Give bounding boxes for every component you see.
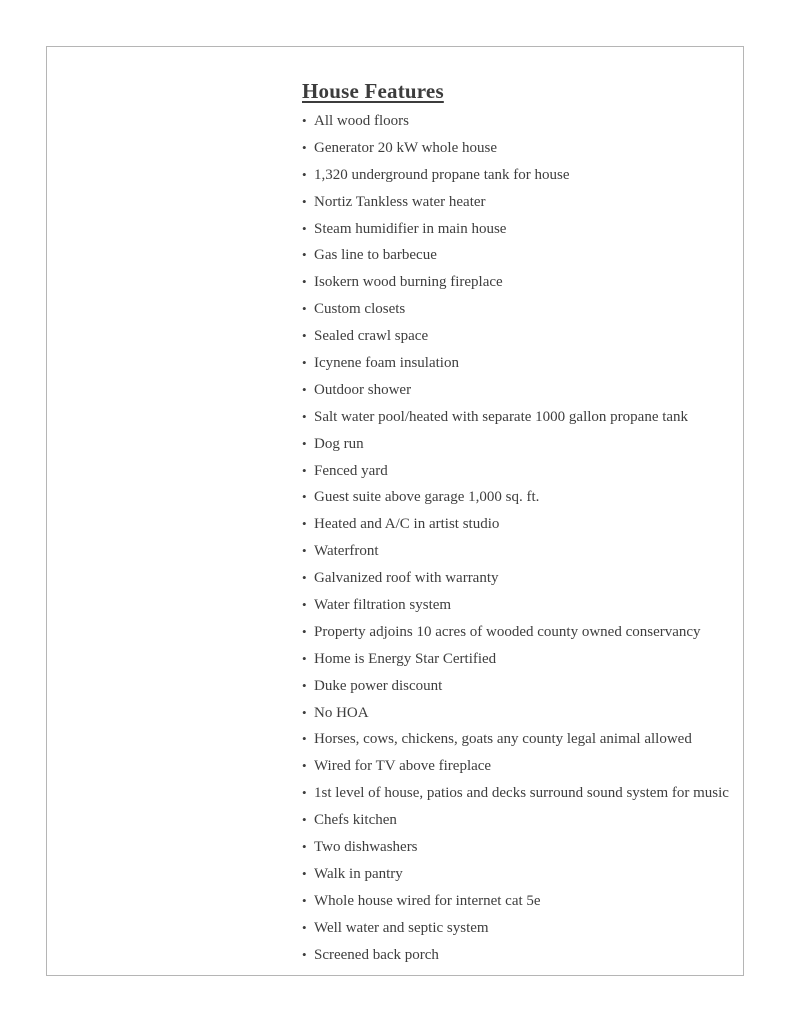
bullet-icon: • [302,919,307,935]
list-item [302,542,772,569]
bullet-icon: • [302,623,307,639]
bullet-icon: • [302,865,307,881]
feature-text: Guest suite above garage 1,000 sq. ft. [314,489,540,506]
list-item [302,166,772,193]
list-item [302,462,772,489]
bullet-icon: • [302,355,307,371]
bullet-icon: • [302,812,307,828]
list-item [302,515,772,542]
bullet-icon: • [302,381,307,397]
feature-text: Custom closets [314,301,406,318]
list-item [302,892,772,919]
feature-text: Horses, cows, chickens, goats any county legal animal allowed [314,731,692,748]
list-item [302,488,772,515]
feature-text: Whole house wired for internet cat 5e [314,892,541,909]
feature-text: All wood floors [314,113,409,129]
list-item [302,650,772,677]
list-item [302,919,772,946]
list-item [302,327,772,354]
bullet-icon: • [302,650,307,666]
feature-text: Icynene foam insulation [314,355,459,372]
page-title: House Features [302,79,444,103]
bullet-icon: • [302,166,307,182]
feature-text: Salt water pool/heated with separate 1000 gallon propane tank [314,408,689,425]
list-item [302,435,772,462]
bullet-icon: • [302,704,307,720]
feature-text: Water filtration system [314,597,452,614]
feature-text: Generator 20 kW whole house [314,139,498,156]
feature-text: Fenced yard [314,462,388,479]
bullet-icon: • [302,597,307,613]
list-item [302,246,772,273]
feature-text: Property adjoins 10 acres of wooded county owned conservancy [314,623,701,640]
bullet-icon: • [302,139,307,155]
list-item [302,139,772,166]
bullet-icon: • [302,677,307,693]
feature-text: Sealed crawl space [314,328,429,345]
bullet-icon: • [302,946,307,962]
bullet-icon: • [302,785,307,801]
list-item [302,946,772,973]
document-content [302,76,772,973]
feature-text: Nortiz Tankless water heater [314,193,486,210]
feature-text: Dog run [314,435,364,452]
list-item [302,300,772,327]
feature-text: 1st level of house, patios and decks surround sound system for music [314,785,729,802]
bullet-icon: • [302,570,307,586]
list-item [302,730,772,757]
bullet-icon: • [302,516,307,532]
list-item [302,193,772,220]
bullet-icon: • [302,301,307,317]
feature-text: No HOA [314,704,369,721]
bullet-icon: • [302,408,307,424]
bullet-icon: • [302,247,307,263]
feature-text: 1,320 underground propane tank for house [314,166,570,183]
list-item [302,704,772,731]
bullet-icon: • [302,113,307,128]
bullet-icon: • [302,220,307,236]
list-item [302,596,772,623]
bullet-icon: • [302,731,307,747]
bullet-icon: • [302,892,307,908]
feature-text: Outdoor shower [314,381,412,398]
list-item [302,408,772,435]
bullet-icon: • [302,462,307,478]
feature-text: Steam humidifier in main house [314,220,507,237]
list-item [302,865,772,892]
list-item [302,811,772,838]
list-item [302,354,772,381]
feature-text: Isokern wood burning fireplace [314,274,503,291]
feature-text: Wired for TV above fireplace [314,758,492,775]
feature-text: Walk in pantry [314,865,403,882]
feature-list [302,112,772,973]
list-item [302,757,772,784]
bullet-icon: • [302,328,307,344]
bullet-icon: • [302,543,307,559]
list-item [302,677,772,704]
feature-text: Chefs kitchen [314,812,397,829]
list-item [302,220,772,247]
feature-text: Duke power discount [314,677,443,694]
list-item [302,112,772,139]
list-item [302,273,772,300]
list-item [302,838,772,865]
bullet-icon: • [302,193,307,209]
feature-text: Galvanized roof with warranty [314,570,499,587]
bullet-icon: • [302,758,307,774]
list-item [302,381,772,408]
feature-text: Screened back porch [314,946,439,963]
feature-text: Gas line to barbecue [314,247,437,264]
list-item [302,623,772,650]
feature-text: Home is Energy Star Certified [314,650,497,667]
bullet-icon: • [302,274,307,290]
bullet-icon: • [302,435,307,451]
feature-text: Two dishwashers [314,839,418,856]
list-item [302,569,772,596]
feature-text: Heated and A/C in artist studio [314,516,500,533]
feature-text: Waterfront [314,543,379,560]
list-item [302,784,772,811]
feature-text: Well water and septic system [314,919,489,936]
bullet-icon: • [302,839,307,855]
bullet-icon: • [302,489,307,505]
